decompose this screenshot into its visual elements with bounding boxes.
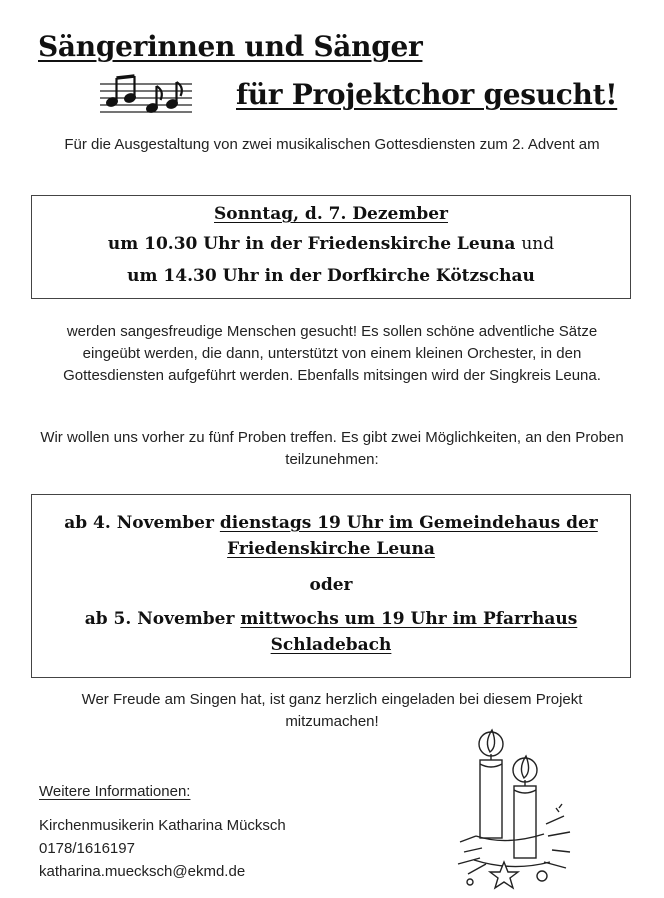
rehearsal-option-2-line-1 [32, 609, 630, 629]
rehearsal-box [31, 494, 631, 678]
rehearsal-option-2-detail-b: Schladebach [270, 635, 392, 655]
contact-name: Kirchenmusikerin Katharina Mücksch [39, 817, 286, 834]
rehearsal-option-2-line-2 [32, 635, 630, 655]
service-date-text: Sonntag, d. 7. Dezember [214, 204, 448, 224]
advent-candles-icon [456, 724, 574, 892]
service-date [32, 204, 630, 224]
intro-text: Für die Ausgestaltung von zwei musikalischen Gottesdiensten zum 2. Advent am [64, 136, 600, 153]
title-line-1: Sängerinnen und Sänger [38, 30, 423, 63]
rehearsal-option-2-detail-a: mittwochs um 19 Uhr im Pfarrhaus [240, 609, 578, 629]
title-line-2: für Projektchor gesucht! [236, 78, 618, 111]
service-1-text: um 10.30 Uhr in der Friedenskirche Leuna [107, 234, 516, 254]
service-connector: und [521, 234, 555, 254]
rehearsal-option-1-detail-a: dienstags 19 Uhr im Gemeindehaus der [219, 513, 598, 533]
description-paragraph: werden sangesfreudige Menschen gesucht! Es sollen schöne adventliche Sätze eingeübt werden, die dann, unterstützt von einem kleinen Orchester, in den Gottesdiensten aufgeführt werden. Ebenfalls mitsingen wird der Singkreis Leuna. [63, 323, 601, 384]
invitation-paragraph: Wer Freude am Singen hat, ist ganz herzlich eingeladen bei diesem Projekt mitzumachen! [81, 691, 583, 730]
service-2-text: um 14.30 Uhr in der Dorfkirche Kötzschau [127, 266, 535, 286]
rehearsal-option-1-start: ab 4. November [64, 513, 214, 533]
service-1-line [32, 234, 630, 254]
rehearsal-option-1-detail-b: Friedenskirche Leuna [227, 539, 435, 559]
contact-phone[interactable]: 0178/1616197 [39, 840, 135, 857]
service-dates-box [31, 195, 631, 299]
rehearsal-intro-paragraph: Wir wollen uns vorher zu fünf Proben treffen. Es gibt zwei Möglichkeiten, an den Proben teilzunehmen: [40, 429, 624, 468]
info-heading: Weitere Informationen: [39, 783, 191, 800]
rehearsal-or: oder [309, 575, 353, 595]
rehearsal-option-1-line-2 [32, 539, 630, 559]
service-2-line [32, 266, 630, 286]
contact-email[interactable]: katharina.muecksch@ekmd.de [39, 863, 246, 880]
rehearsal-option-1-line-1 [32, 513, 630, 533]
music-notes-icon [100, 70, 192, 122]
rehearsal-option-2-start: ab 5. November [84, 609, 235, 629]
